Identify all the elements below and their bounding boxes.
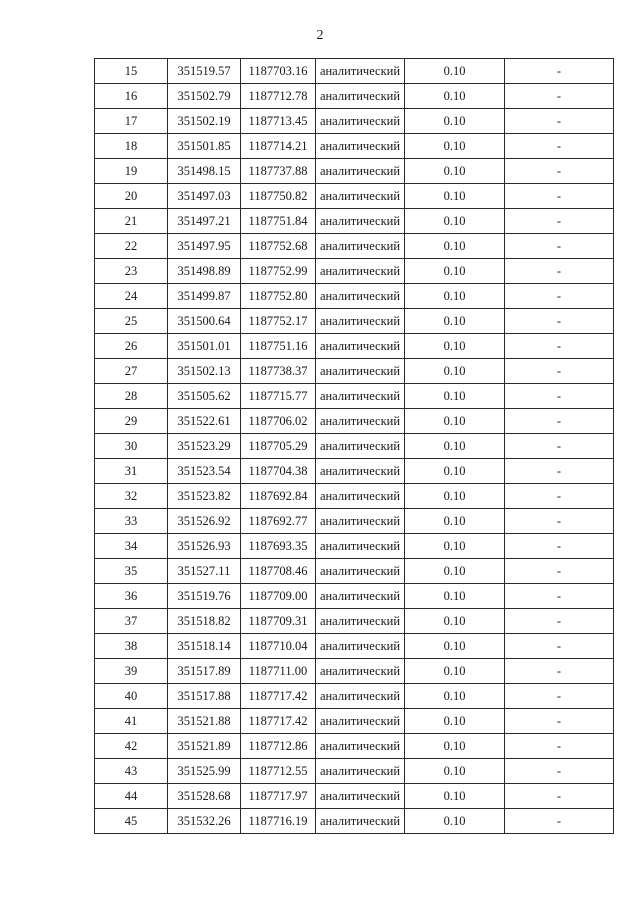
table-row bbox=[95, 484, 614, 509]
description-cell: - bbox=[505, 609, 614, 634]
y-coordinate-cell: 1187717.42 bbox=[241, 684, 316, 709]
y-coordinate-cell: 1187711.00 bbox=[241, 659, 316, 684]
x-coordinate-cell: 351498.15 bbox=[168, 159, 241, 184]
description-cell: - bbox=[505, 659, 614, 684]
table-row bbox=[95, 109, 614, 134]
method-cell: аналитический bbox=[316, 484, 405, 509]
precision-cell: 0.10 bbox=[405, 334, 505, 359]
table-row bbox=[95, 209, 614, 234]
x-coordinate-cell: 351526.93 bbox=[168, 534, 241, 559]
point-number-cell: 36 bbox=[95, 584, 168, 609]
point-number-cell: 41 bbox=[95, 709, 168, 734]
precision-cell: 0.10 bbox=[405, 59, 505, 84]
table-row bbox=[95, 309, 614, 334]
precision-cell: 0.10 bbox=[405, 759, 505, 784]
precision-cell: 0.10 bbox=[405, 109, 505, 134]
description-cell: - bbox=[505, 459, 614, 484]
y-coordinate-cell: 1187712.86 bbox=[241, 734, 316, 759]
precision-cell: 0.10 bbox=[405, 559, 505, 584]
point-number-cell: 37 bbox=[95, 609, 168, 634]
y-coordinate-cell: 1187738.37 bbox=[241, 359, 316, 384]
x-coordinate-cell: 351498.89 bbox=[168, 259, 241, 284]
x-coordinate-cell: 351532.26 bbox=[168, 809, 241, 834]
point-number-cell: 26 bbox=[95, 334, 168, 359]
table-row bbox=[95, 459, 614, 484]
table-row bbox=[95, 434, 614, 459]
description-cell: - bbox=[505, 509, 614, 534]
description-cell: - bbox=[505, 534, 614, 559]
table-row bbox=[95, 359, 614, 384]
description-cell: - bbox=[505, 209, 614, 234]
point-number-cell: 45 bbox=[95, 809, 168, 834]
x-coordinate-cell: 351523.82 bbox=[168, 484, 241, 509]
precision-cell: 0.10 bbox=[405, 259, 505, 284]
description-cell: - bbox=[505, 784, 614, 809]
method-cell: аналитический bbox=[316, 284, 405, 309]
y-coordinate-cell: 1187737.88 bbox=[241, 159, 316, 184]
precision-cell: 0.10 bbox=[405, 609, 505, 634]
y-coordinate-cell: 1187705.29 bbox=[241, 434, 316, 459]
x-coordinate-cell: 351523.54 bbox=[168, 459, 241, 484]
method-cell: аналитический bbox=[316, 634, 405, 659]
y-coordinate-cell: 1187717.97 bbox=[241, 784, 316, 809]
point-number-cell: 42 bbox=[95, 734, 168, 759]
method-cell: аналитический bbox=[316, 334, 405, 359]
point-number-cell: 35 bbox=[95, 559, 168, 584]
x-coordinate-cell: 351527.11 bbox=[168, 559, 241, 584]
table-row bbox=[95, 734, 614, 759]
precision-cell: 0.10 bbox=[405, 234, 505, 259]
method-cell: аналитический bbox=[316, 234, 405, 259]
precision-cell: 0.10 bbox=[405, 534, 505, 559]
method-cell: аналитический bbox=[316, 259, 405, 284]
description-cell: - bbox=[505, 309, 614, 334]
y-coordinate-cell: 1187717.42 bbox=[241, 709, 316, 734]
coordinates-table-body bbox=[95, 59, 614, 834]
method-cell: аналитический bbox=[316, 309, 405, 334]
precision-cell: 0.10 bbox=[405, 284, 505, 309]
method-cell: аналитический bbox=[316, 84, 405, 109]
x-coordinate-cell: 351500.64 bbox=[168, 309, 241, 334]
point-number-cell: 32 bbox=[95, 484, 168, 509]
precision-cell: 0.10 bbox=[405, 684, 505, 709]
table-row bbox=[95, 284, 614, 309]
precision-cell: 0.10 bbox=[405, 409, 505, 434]
point-number-cell: 34 bbox=[95, 534, 168, 559]
method-cell: аналитический bbox=[316, 159, 405, 184]
y-coordinate-cell: 1187692.84 bbox=[241, 484, 316, 509]
table-row bbox=[95, 234, 614, 259]
description-cell: - bbox=[505, 584, 614, 609]
x-coordinate-cell: 351517.89 bbox=[168, 659, 241, 684]
point-number-cell: 18 bbox=[95, 134, 168, 159]
method-cell: аналитический bbox=[316, 434, 405, 459]
method-cell: аналитический bbox=[316, 509, 405, 534]
method-cell: аналитический bbox=[316, 209, 405, 234]
precision-cell: 0.10 bbox=[405, 509, 505, 534]
y-coordinate-cell: 1187709.31 bbox=[241, 609, 316, 634]
point-number-cell: 15 bbox=[95, 59, 168, 84]
y-coordinate-cell: 1187750.82 bbox=[241, 184, 316, 209]
x-coordinate-cell: 351499.87 bbox=[168, 284, 241, 309]
precision-cell: 0.10 bbox=[405, 384, 505, 409]
precision-cell: 0.10 bbox=[405, 634, 505, 659]
description-cell: - bbox=[505, 484, 614, 509]
table-row bbox=[95, 184, 614, 209]
precision-cell: 0.10 bbox=[405, 434, 505, 459]
method-cell: аналитический bbox=[316, 184, 405, 209]
table-row bbox=[95, 684, 614, 709]
y-coordinate-cell: 1187708.46 bbox=[241, 559, 316, 584]
table-row bbox=[95, 334, 614, 359]
y-coordinate-cell: 1187713.45 bbox=[241, 109, 316, 134]
method-cell: аналитический bbox=[316, 609, 405, 634]
y-coordinate-cell: 1187751.84 bbox=[241, 209, 316, 234]
description-cell: - bbox=[505, 434, 614, 459]
precision-cell: 0.10 bbox=[405, 309, 505, 334]
description-cell: - bbox=[505, 709, 614, 734]
x-coordinate-cell: 351502.13 bbox=[168, 359, 241, 384]
y-coordinate-cell: 1187703.16 bbox=[241, 59, 316, 84]
description-cell: - bbox=[505, 759, 614, 784]
x-coordinate-cell: 351526.92 bbox=[168, 509, 241, 534]
table-row bbox=[95, 784, 614, 809]
method-cell: аналитический bbox=[316, 109, 405, 134]
point-number-cell: 44 bbox=[95, 784, 168, 809]
table-row bbox=[95, 759, 614, 784]
description-cell: - bbox=[505, 134, 614, 159]
precision-cell: 0.10 bbox=[405, 359, 505, 384]
x-coordinate-cell: 351505.62 bbox=[168, 384, 241, 409]
point-number-cell: 22 bbox=[95, 234, 168, 259]
x-coordinate-cell: 351519.76 bbox=[168, 584, 241, 609]
table-row bbox=[95, 509, 614, 534]
precision-cell: 0.10 bbox=[405, 184, 505, 209]
y-coordinate-cell: 1187706.02 bbox=[241, 409, 316, 434]
point-number-cell: 31 bbox=[95, 459, 168, 484]
coordinates-table bbox=[94, 58, 614, 834]
point-number-cell: 39 bbox=[95, 659, 168, 684]
table-row bbox=[95, 59, 614, 84]
y-coordinate-cell: 1187704.38 bbox=[241, 459, 316, 484]
description-cell: - bbox=[505, 359, 614, 384]
description-cell: - bbox=[505, 259, 614, 284]
precision-cell: 0.10 bbox=[405, 84, 505, 109]
y-coordinate-cell: 1187751.16 bbox=[241, 334, 316, 359]
point-number-cell: 23 bbox=[95, 259, 168, 284]
table-row bbox=[95, 134, 614, 159]
method-cell: аналитический bbox=[316, 559, 405, 584]
table-row bbox=[95, 384, 614, 409]
point-number-cell: 29 bbox=[95, 409, 168, 434]
method-cell: аналитический bbox=[316, 734, 405, 759]
y-coordinate-cell: 1187714.21 bbox=[241, 134, 316, 159]
method-cell: аналитический bbox=[316, 684, 405, 709]
method-cell: аналитический bbox=[316, 784, 405, 809]
x-coordinate-cell: 351525.99 bbox=[168, 759, 241, 784]
table-row bbox=[95, 584, 614, 609]
point-number-cell: 16 bbox=[95, 84, 168, 109]
point-number-cell: 28 bbox=[95, 384, 168, 409]
description-cell: - bbox=[505, 409, 614, 434]
table-row bbox=[95, 84, 614, 109]
x-coordinate-cell: 351501.85 bbox=[168, 134, 241, 159]
y-coordinate-cell: 1187752.17 bbox=[241, 309, 316, 334]
x-coordinate-cell: 351522.61 bbox=[168, 409, 241, 434]
precision-cell: 0.10 bbox=[405, 159, 505, 184]
y-coordinate-cell: 1187693.35 bbox=[241, 534, 316, 559]
precision-cell: 0.10 bbox=[405, 659, 505, 684]
x-coordinate-cell: 351521.88 bbox=[168, 709, 241, 734]
point-number-cell: 21 bbox=[95, 209, 168, 234]
precision-cell: 0.10 bbox=[405, 584, 505, 609]
precision-cell: 0.10 bbox=[405, 734, 505, 759]
description-cell: - bbox=[505, 384, 614, 409]
method-cell: аналитический bbox=[316, 534, 405, 559]
description-cell: - bbox=[505, 684, 614, 709]
precision-cell: 0.10 bbox=[405, 209, 505, 234]
table-row bbox=[95, 259, 614, 284]
y-coordinate-cell: 1187752.68 bbox=[241, 234, 316, 259]
point-number-cell: 17 bbox=[95, 109, 168, 134]
y-coordinate-cell: 1187716.19 bbox=[241, 809, 316, 834]
table-row bbox=[95, 534, 614, 559]
page-number: 2 bbox=[316, 28, 324, 43]
description-cell: - bbox=[505, 159, 614, 184]
x-coordinate-cell: 351528.68 bbox=[168, 784, 241, 809]
x-coordinate-cell: 351497.95 bbox=[168, 234, 241, 259]
method-cell: аналитический bbox=[316, 709, 405, 734]
y-coordinate-cell: 1187752.80 bbox=[241, 284, 316, 309]
x-coordinate-cell: 351521.89 bbox=[168, 734, 241, 759]
method-cell: аналитический bbox=[316, 584, 405, 609]
point-number-cell: 25 bbox=[95, 309, 168, 334]
method-cell: аналитический bbox=[316, 59, 405, 84]
description-cell: - bbox=[505, 84, 614, 109]
x-coordinate-cell: 351497.03 bbox=[168, 184, 241, 209]
point-number-cell: 38 bbox=[95, 634, 168, 659]
description-cell: - bbox=[505, 559, 614, 584]
description-cell: - bbox=[505, 334, 614, 359]
point-number-cell: 30 bbox=[95, 434, 168, 459]
point-number-cell: 33 bbox=[95, 509, 168, 534]
description-cell: - bbox=[505, 234, 614, 259]
method-cell: аналитический bbox=[316, 759, 405, 784]
description-cell: - bbox=[505, 734, 614, 759]
description-cell: - bbox=[505, 59, 614, 84]
x-coordinate-cell: 351502.19 bbox=[168, 109, 241, 134]
y-coordinate-cell: 1187692.77 bbox=[241, 509, 316, 534]
point-number-cell: 43 bbox=[95, 759, 168, 784]
point-number-cell: 20 bbox=[95, 184, 168, 209]
x-coordinate-cell: 351517.88 bbox=[168, 684, 241, 709]
precision-cell: 0.10 bbox=[405, 134, 505, 159]
x-coordinate-cell: 351497.21 bbox=[168, 209, 241, 234]
point-number-cell: 24 bbox=[95, 284, 168, 309]
x-coordinate-cell: 351518.82 bbox=[168, 609, 241, 634]
method-cell: аналитический bbox=[316, 659, 405, 684]
x-coordinate-cell: 351518.14 bbox=[168, 634, 241, 659]
method-cell: аналитический bbox=[316, 134, 405, 159]
precision-cell: 0.10 bbox=[405, 709, 505, 734]
method-cell: аналитический bbox=[316, 809, 405, 834]
method-cell: аналитический bbox=[316, 359, 405, 384]
method-cell: аналитический bbox=[316, 409, 405, 434]
table-row bbox=[95, 409, 614, 434]
point-number-cell: 19 bbox=[95, 159, 168, 184]
y-coordinate-cell: 1187715.77 bbox=[241, 384, 316, 409]
method-cell: аналитический bbox=[316, 459, 405, 484]
point-number-cell: 40 bbox=[95, 684, 168, 709]
precision-cell: 0.10 bbox=[405, 809, 505, 834]
precision-cell: 0.10 bbox=[405, 784, 505, 809]
precision-cell: 0.10 bbox=[405, 459, 505, 484]
x-coordinate-cell: 351523.29 bbox=[168, 434, 241, 459]
point-number-cell: 27 bbox=[95, 359, 168, 384]
table-row bbox=[95, 609, 614, 634]
y-coordinate-cell: 1187712.55 bbox=[241, 759, 316, 784]
description-cell: - bbox=[505, 634, 614, 659]
method-cell: аналитический bbox=[316, 384, 405, 409]
table-row bbox=[95, 659, 614, 684]
y-coordinate-cell: 1187710.04 bbox=[241, 634, 316, 659]
x-coordinate-cell: 351519.57 bbox=[168, 59, 241, 84]
x-coordinate-cell: 351501.01 bbox=[168, 334, 241, 359]
y-coordinate-cell: 1187709.00 bbox=[241, 584, 316, 609]
y-coordinate-cell: 1187752.99 bbox=[241, 259, 316, 284]
table-row bbox=[95, 634, 614, 659]
precision-cell: 0.10 bbox=[405, 484, 505, 509]
table-row bbox=[95, 809, 614, 834]
description-cell: - bbox=[505, 109, 614, 134]
table-row bbox=[95, 559, 614, 584]
description-cell: - bbox=[505, 809, 614, 834]
description-cell: - bbox=[505, 284, 614, 309]
x-coordinate-cell: 351502.79 bbox=[168, 84, 241, 109]
table-row bbox=[95, 159, 614, 184]
y-coordinate-cell: 1187712.78 bbox=[241, 84, 316, 109]
description-cell: - bbox=[505, 184, 614, 209]
table-row bbox=[95, 709, 614, 734]
